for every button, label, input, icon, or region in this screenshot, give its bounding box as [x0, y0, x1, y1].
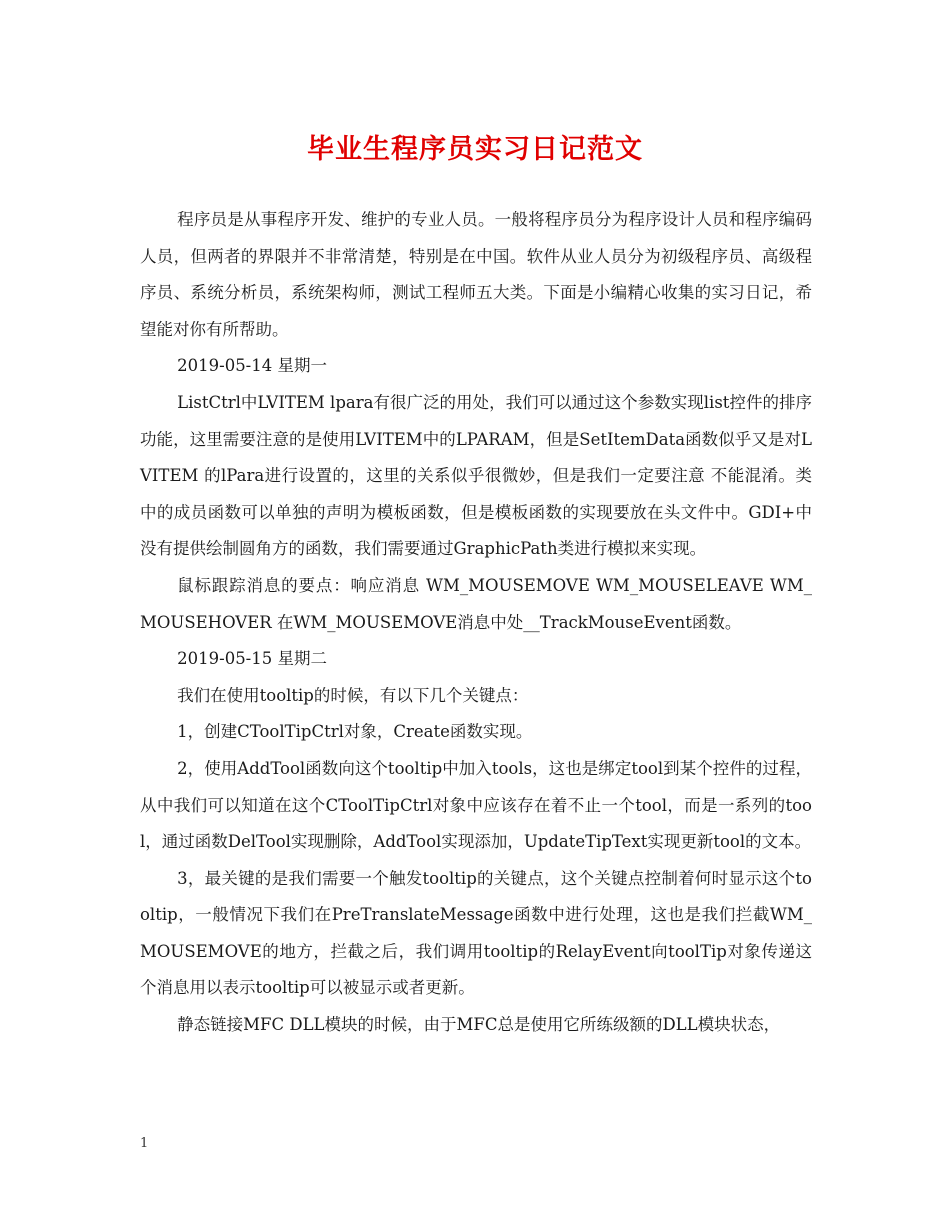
diary-date-0515: 2019-05-15 星期二	[177, 649, 328, 669]
paragraph-mouse-tracking: 鼠标跟踪消息的要点：响应消息 WM_MOUSEMOVE WM_MOUSELEAVE WM_MOUSEHOVER 在WM_MOUSEMOVE消息中处__TrackMouseEvent函数。	[140, 575, 812, 632]
paragraph-tooltip-step-1: 1，创建CToolTipCtrl对象，Create函数实现。	[177, 722, 533, 742]
diary-date-0514: 2019-05-14 星期一	[177, 356, 328, 376]
paragraph-tooltip-intro: 我们在使用tooltip的时候，有以下几个关键点：	[177, 685, 529, 705]
paragraph-tooltip-step-2: 2，使用AddTool函数向这个tooltip中加入tools，这也是绑定tool到某个控件的过程，从中我们可以知道在这个CToolTipCtrl对象中应该存在着不止一个tool，而是一系列的tool，通过函数DelTool实现删除，AddTool实现添加，UpdateTipText实现更新tool的文本。	[140, 758, 812, 852]
document-title: 毕业生程序员实习日记范文	[307, 134, 643, 165]
paragraph-mfc-dll: 静态链接MFC DLL模块的时候，由于MFC总是使用它所练级额的DLL模块状态，	[177, 1015, 781, 1035]
paragraph-tooltip-step-3: 3，最关键的是我们需要一个触发tooltip的关键点，这个关键点控制着何时显示这个tooltip，一般情况下我们在PreTranslateMessage函数中进行处理，这也是我们拦截WM_MOUSEMOVE的地方，拦截之后，我们调用tooltip的RelayEvent向toolTip对象传递这个消息用以表示tooltip可以被显示或者更新。	[140, 868, 812, 998]
document-body	[140, 202, 812, 1044]
paragraph-intro: 程序员是从事程序开发、维护的专业人员。一般将程序员分为程序设计人员和程序编码人员，但两者的界限并不非常清楚，特别是在中国。软件从业人员分为初级程序员、高级程序员、系统分析员，系统架构师，测试工程师五大类。下面是小编精心收集的实习日记，希望能对你有所帮助。	[140, 210, 812, 339]
paragraph-listctrl: ListCtrl中LVITEM lpara有很广泛的用处，我们可以通过这个参数实现list控件的排序功能，这里需要注意的是使用LVITEM中的LPARAM，但是SetItemData函数似乎又是对LVITEM 的lPara进行设置的，这里的关系似乎很微妙，但是我们一定要注意 不能混淆。类中的成员函数可以单独的声明为模板函数，但是模板函数的实现要放在头文件中。GDI+中没有提供绘制圆角方的函数，我们需要通过GraphicPath类进行模拟来实现。	[140, 392, 812, 559]
page-number: 1	[140, 1136, 149, 1151]
